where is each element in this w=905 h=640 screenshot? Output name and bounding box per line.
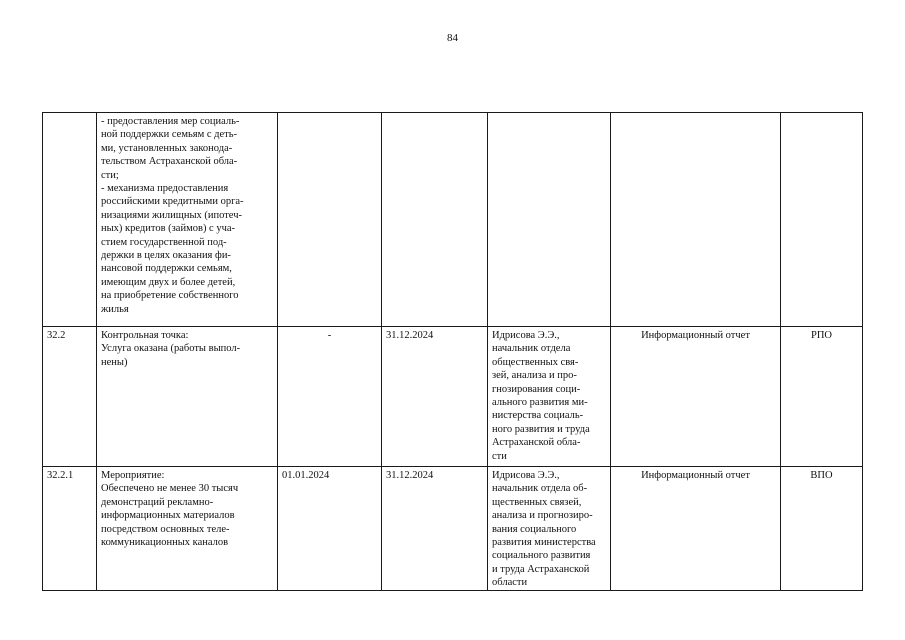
responsible-line: развития министерства <box>492 537 596 549</box>
description-line: тельством Астраханской обла- <box>101 156 238 168</box>
cell-number <box>43 113 97 327</box>
description-line: на приобретение собственного <box>101 290 239 302</box>
description-line: ной поддержки семьям с деть- <box>101 129 238 141</box>
table-row <box>43 113 863 327</box>
description-line: посредством основных теле- <box>101 523 230 535</box>
description-line: информационных материалов <box>101 510 235 522</box>
cell-responsible <box>488 327 611 467</box>
responsible-line: зей, анализа и про- <box>492 370 577 382</box>
cell-responsible <box>488 113 611 327</box>
description-line: жилья <box>101 303 129 315</box>
responsible-line: анализа и прогнозиро- <box>492 510 593 522</box>
cell-start-date <box>278 113 382 327</box>
responsible-line: Идрисова Э.Э., <box>492 470 560 481</box>
plan-table <box>42 112 863 591</box>
cell-start-date: 01.01.2024 <box>278 467 382 591</box>
cell-description <box>97 113 278 327</box>
description-line: низациями жилищных (ипотеч- <box>101 209 242 221</box>
cell-document: Информационный отчет <box>611 467 781 591</box>
description-line: нены) <box>101 356 128 368</box>
description-line: - механизма предоставления <box>101 183 229 195</box>
description-line: сти; <box>101 169 119 181</box>
table-row <box>43 467 863 591</box>
responsible-line: ального развития ми- <box>492 397 588 409</box>
description-line: Контрольная точка: <box>101 330 189 341</box>
responsible-line: гнозирования соци- <box>492 383 581 395</box>
responsible-line: ного развития и труда <box>492 423 590 435</box>
description-line: стием государственной под- <box>101 236 227 248</box>
cell-start-date: - <box>278 327 382 467</box>
responsible-line: области <box>492 577 528 589</box>
responsible-line: щественных связей, <box>492 496 582 508</box>
description-line: ми, установленных законода- <box>101 142 233 154</box>
responsible-line: и труда Астраханской <box>492 563 590 575</box>
description-line: имеющим двух и более детей, <box>101 276 236 288</box>
description-line: нансовой поддержки семьям, <box>101 263 232 275</box>
responsible-line: Идрисова Э.Э., <box>492 330 560 341</box>
description-line: - предоставления мер социаль- <box>101 116 240 127</box>
description-line: Обеспечено не менее 30 тысяч <box>101 483 239 495</box>
cell-end-date: 31.12.2024 <box>382 327 488 467</box>
responsible-line: Астраханской обла- <box>492 437 581 449</box>
cell-document: Информационный отчет <box>611 327 781 467</box>
cell-number: 32.2 <box>43 327 97 467</box>
responsible-line: вания социального <box>492 523 577 535</box>
responsible-line: социального развития <box>492 550 591 562</box>
responsible-line: начальник отдела <box>492 343 571 355</box>
responsible-line: общественных свя- <box>492 356 579 368</box>
cell-number: 32.2.1 <box>43 467 97 591</box>
description-line: коммуникационных каналов <box>101 537 229 549</box>
cell-end-date: 31.12.2024 <box>382 467 488 591</box>
cell-description <box>97 327 278 467</box>
description-line: ных) кредитов (займов) с уча- <box>101 223 236 235</box>
cell-responsible <box>488 467 611 591</box>
responsible-line: нистерства социаль- <box>492 410 584 422</box>
description-line: Мероприятие: <box>101 470 165 481</box>
cell-description <box>97 467 278 591</box>
responsible-line: сти <box>492 450 507 462</box>
cell-end-date <box>382 113 488 327</box>
table-row <box>43 327 863 467</box>
page-number: 84 <box>447 32 458 44</box>
description-line: демонстраций рекламно- <box>101 496 214 508</box>
description-line: держки в целях оказания фи- <box>101 250 231 262</box>
cell-document <box>611 113 781 327</box>
description-line: российскими кредитными орга- <box>101 196 244 208</box>
cell-level <box>781 113 863 327</box>
description-line: Услуга оказана (работы выпол- <box>101 343 241 355</box>
responsible-line: начальник отдела об- <box>492 483 588 495</box>
cell-level: ВПО <box>781 467 863 591</box>
cell-level: РПО <box>781 327 863 467</box>
